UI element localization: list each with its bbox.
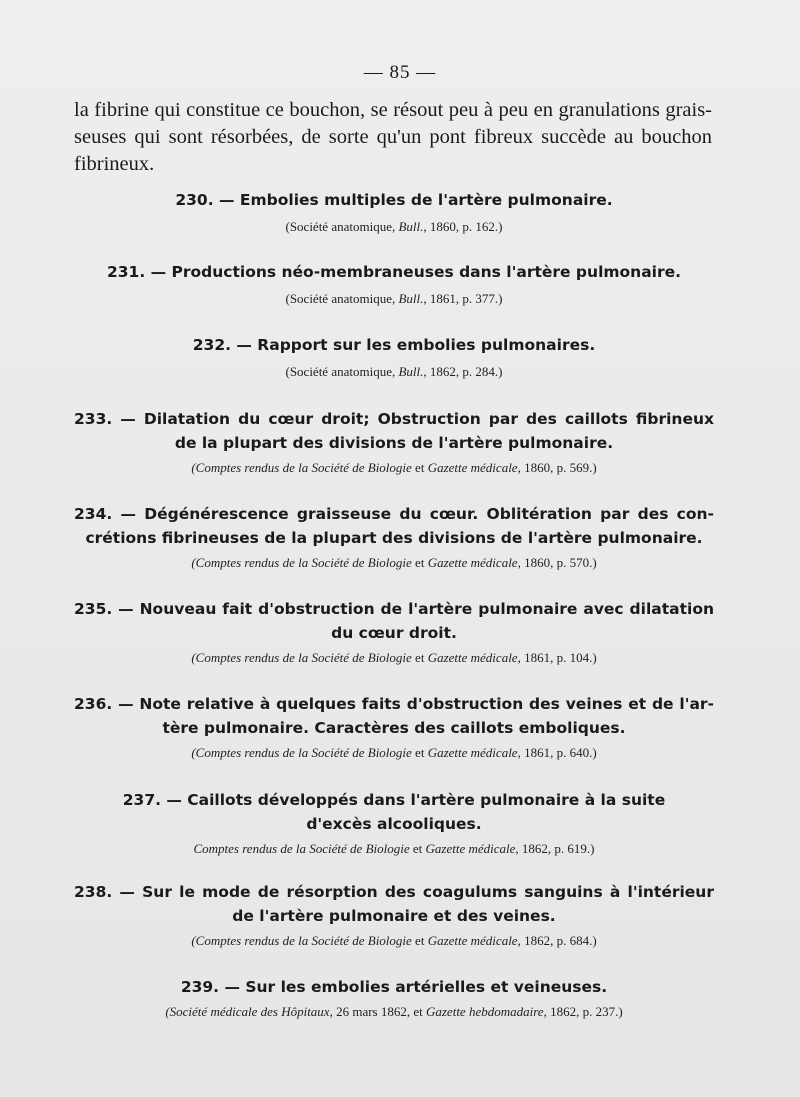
source-journal: (Comptes rendus de la Société de Biologie [191, 460, 412, 475]
source-text: , 1862, p. 619.) [515, 841, 595, 856]
entry-title [74, 975, 714, 999]
entry-title-line: 231. — Productions néo-membraneuses dans l'artère pulmonaire. [106, 263, 682, 281]
source-journal: Gazette médicale [427, 650, 518, 665]
entry-title-line: 235. — Nouveau fait d'obstruction de l'artère pulmonaire avec dilatation [74, 600, 714, 618]
source-text: , 26 mars 1862, et [329, 1004, 426, 1019]
entry-title-line: 234. — Dégénérescence graisseuse du cœur. Oblitération par des con- [74, 505, 714, 523]
entry-238 [74, 880, 714, 950]
source-text: , 1861, p. 640.) [517, 745, 597, 760]
source-text: (Société anatomique, [285, 364, 399, 379]
source-journal: (Société médicale des Hôpitaux [165, 1004, 330, 1019]
entry-title-line: tère pulmonaire. Caractères des caillots emboliques. [162, 719, 626, 737]
entry-title [74, 597, 714, 645]
entry-title-line: d'excès alcooliques. [306, 815, 482, 833]
source-journal: (Comptes rendus de la Société de Biologie [191, 555, 412, 570]
entry-title-line: 230. — Embolies multiples de l'artère pulmonaire. [175, 191, 613, 209]
source-journal: Gazette médicale [427, 460, 518, 475]
entry-title-line: 237. — Caillots développés dans l'artère pulmonaire à la suite [122, 791, 666, 809]
entry-title-line: 239. — Sur les embolies artérielles et veineuses. [180, 978, 608, 996]
source-journal: Gazette médicale [427, 555, 518, 570]
entry-source [74, 363, 714, 381]
entry-source [74, 554, 714, 572]
entry-source [74, 218, 714, 236]
entry-title-line: de l'artère pulmonaire et des veines. [232, 907, 556, 925]
entry-234 [74, 502, 714, 572]
source-text: , 1860, p. 570.) [517, 555, 597, 570]
entry-title-line: de la plupart des divisions de l'artère pulmonaire. [174, 434, 614, 452]
entry-235 [74, 597, 714, 667]
entry-source [74, 932, 714, 950]
entry-title-line: 232. — Rapport sur les embolies pulmonaires. [192, 336, 596, 354]
entry-232 [74, 333, 714, 381]
entry-source [74, 840, 714, 858]
source-journal: Comptes rendus de la Société de Biologie [193, 841, 410, 856]
intro-line: seuses qui sont résorbées, de sorte qu'un pont fibreux succède au bouchon [74, 126, 712, 148]
entry-title [74, 333, 714, 357]
entry-source [74, 744, 714, 762]
intro-paragraph [74, 97, 712, 178]
entry-source [74, 290, 714, 308]
entry-title-line: crétions fibrineuses de la plupart des divisions de l'artère pulmonaire. [85, 529, 703, 547]
entry-title [74, 692, 714, 740]
source-journal: Bull. [398, 364, 424, 379]
entry-source [74, 459, 714, 477]
source-text: , 1861, p. 377.) [423, 291, 503, 306]
source-journal: Bull. [398, 219, 424, 234]
entry-title-line: 233. — Dilatation du cœur droit; Obstruction par des caillots fibrineux [74, 410, 714, 428]
source-text: , 1861, p. 104.) [517, 650, 597, 665]
source-text: , 1860, p. 569.) [517, 460, 597, 475]
source-text: , 1860, p. 162.) [423, 219, 503, 234]
source-journal: Bull. [398, 291, 424, 306]
entry-title [74, 880, 714, 928]
entry-title-line: du cœur droit. [331, 624, 457, 642]
source-text: et [411, 460, 428, 475]
source-text: et [411, 933, 428, 948]
entry-title-line: 236. — Note relative à quelques faits d'obstruction des veines et de l'ar- [74, 695, 714, 713]
source-text: et [409, 841, 426, 856]
entry-237 [74, 788, 714, 858]
entry-239 [74, 975, 714, 1021]
source-journal: (Comptes rendus de la Société de Biologie [191, 650, 412, 665]
source-text: , 1862, p. 237.) [543, 1004, 623, 1019]
source-journal: Gazette médicale [427, 745, 518, 760]
source-text: , 1862, p. 284.) [423, 364, 503, 379]
source-journal: Gazette médicale [427, 933, 518, 948]
entry-title [74, 260, 714, 284]
source-journal: Gazette médicale [425, 841, 516, 856]
source-text: (Société anatomique, [285, 219, 399, 234]
entry-title-line: 238. — Sur le mode de résorption des coagulums sanguins à l'intérieur [74, 883, 714, 901]
entry-title [74, 188, 714, 212]
source-text: et [411, 650, 428, 665]
source-journal: Gazette hebdomadaire [425, 1004, 544, 1019]
source-text: , 1862, p. 684.) [517, 933, 597, 948]
entry-source [74, 649, 714, 667]
intro-line: la fibrine qui constitue ce bouchon, se résout peu à peu en granulations grais- [74, 99, 712, 121]
entry-title [74, 407, 714, 455]
page-number: — 85 — [363, 62, 437, 83]
source-text: et [411, 555, 428, 570]
source-text: (Société anatomique, [285, 291, 399, 306]
entry-title [74, 788, 714, 836]
entry-230 [74, 188, 714, 236]
entry-title [74, 502, 714, 550]
source-journal: (Comptes rendus de la Société de Biologie [191, 745, 412, 760]
source-text: et [411, 745, 428, 760]
intro-line: fibrineux. [74, 153, 155, 175]
entry-231 [74, 260, 714, 308]
source-journal: (Comptes rendus de la Société de Biologie [191, 933, 412, 948]
entry-233 [74, 407, 714, 477]
entry-236 [74, 692, 714, 762]
entry-source [74, 1003, 714, 1021]
